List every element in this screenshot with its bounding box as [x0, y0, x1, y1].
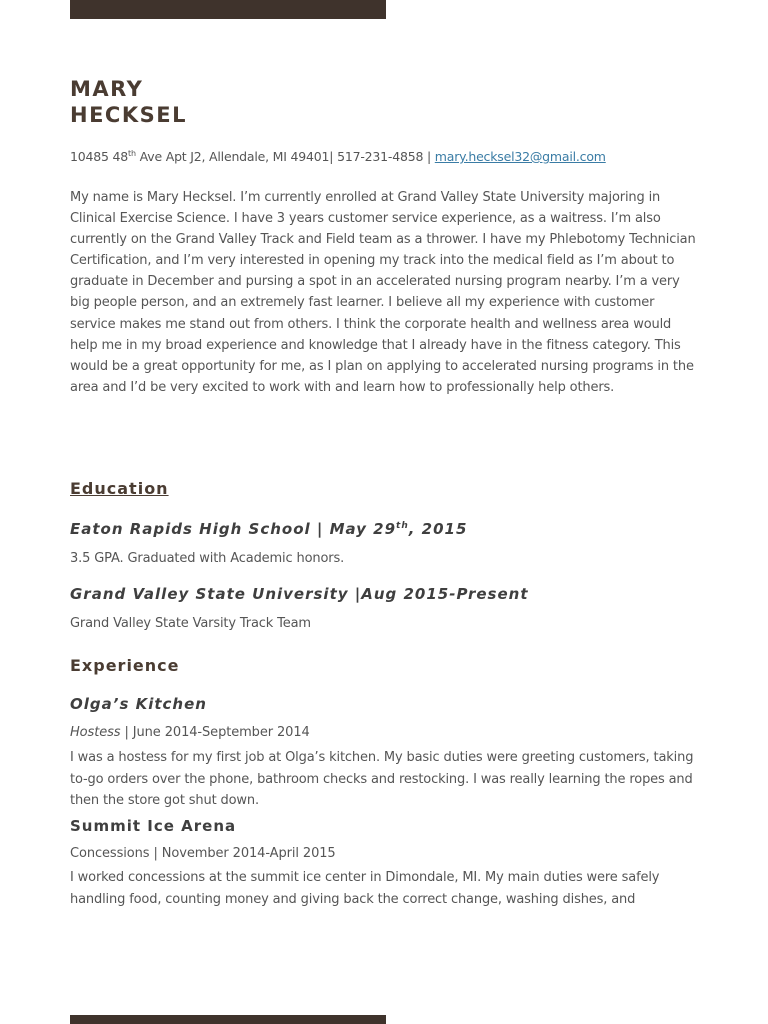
experience-item-1-description: I was a hostess for my first job at Olga’s kitchen. My basic duties were greeting customers, taking to-go orders over the phone, bathroom checks and restocking. I was really learning the ropes and then the store got shut down.: [70, 750, 694, 808]
experience-item-1-role: [70, 725, 310, 740]
school-name: Eaton Rapids High School: [70, 520, 311, 538]
experience-item-2-role: [70, 846, 336, 861]
experience-heading: Experience: [70, 656, 180, 675]
education-item-1-title: [70, 520, 467, 538]
experience-item-2-employer: Summit Ice Arena: [70, 817, 237, 835]
school-date-year: , 2015: [408, 520, 468, 538]
school-name: Grand Valley State University: [70, 585, 349, 603]
school-date: |Aug 2015-Present: [348, 585, 529, 603]
profile-summary: My name is Mary Hecksel. I’m currently enrolled at Grand Valley State University majoring in Clinical Exercise Science. I have 3 years customer service experience, as a waitress. I’m also currently on the Grand Valley Track and Field team as a thrower. I have my Phlebotomy Technician Certification, and I’m very interested in opening my track into the medical field as I’m about to graduate in December and pursing a spot in an accelerated nursing program nearby. I’m a very big people person, and an extremely fast learner. I believe all my experience with customer service makes me stand out from others. I think the corporate health and wellness area would help me in my broad experience and knowledge that I already have in the fitness category. This would be a great opportunity for me, as I plan on applying to accelerated nursing programs in the area and I’d be very excited to work with and learn how to professionally help others.: [70, 190, 696, 395]
education-item-2-detail: Grand Valley State Varsity Track Team: [70, 616, 311, 631]
applicant-name: [70, 76, 187, 128]
job-title: Concessions: [70, 846, 150, 861]
top-decorative-bar: [70, 0, 386, 19]
address-suffix-sup: th: [128, 148, 136, 158]
job-dates: | November 2014-April 2015: [149, 846, 336, 861]
experience-item-1-employer: Olga’s Kitchen: [70, 695, 207, 713]
address-rest: Ave Apt J2, Allendale, MI 49401| 517-231-4858 |: [135, 149, 435, 164]
address-prefix: 10485 48: [70, 149, 129, 164]
education-item-1-detail: 3.5 GPA. Graduated with Academic honors.: [70, 551, 345, 566]
last-name: HECKSEL: [70, 103, 187, 127]
education-item-2-title: [70, 585, 529, 603]
job-title: Hostess: [70, 725, 121, 740]
first-name: MARY: [70, 77, 144, 101]
school-date: | May 29: [310, 520, 397, 538]
job-dates: | June 2014-September 2014: [120, 725, 310, 740]
experience-item-2-description: I worked concessions at the summit ice center in Dimondale, MI. My main duties were safely handling food, counting money and giving back the correct change, washing dishes, and: [70, 870, 660, 907]
email-link[interactable]: mary.hecksel32@gmail.com: [434, 149, 606, 164]
school-date-sup: th: [396, 521, 409, 531]
bottom-decorative-bar: [70, 1015, 386, 1024]
education-heading: Education: [70, 479, 169, 498]
contact-line: [70, 148, 606, 166]
